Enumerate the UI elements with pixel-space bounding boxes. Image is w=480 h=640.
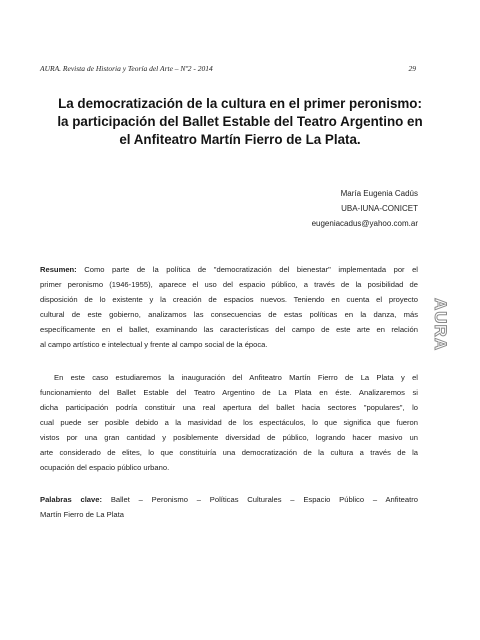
abstract-line: disposición de lo existente y la creación de espacios nuevos. Teniendo en cuenta el proyecto: [40, 295, 418, 304]
page-number: 29: [408, 64, 416, 73]
body-line: En este caso estudiaremos la inauguración del Anfiteatro Martín Fierro de La Plata y el: [54, 373, 418, 382]
body-line: cual puede ser posible debido a la masividad de los espectáculos, lo que significa que fueron: [40, 418, 418, 427]
abstract-paragraph: [40, 262, 418, 352]
keywords-paragraph: [40, 492, 418, 522]
body-line: arte considerado de elites, lo que constituiría una democratización de la cultura a través de la: [40, 448, 418, 457]
author-affiliation: UBA-IUNA-CONICET: [341, 204, 418, 213]
body-line: funcionamiento del Ballet Estable del Teatro Argentino de La Plata en éste. Analizaremos si: [40, 388, 418, 397]
aura-logo-text: AURA: [431, 298, 450, 352]
abstract-line: primer peronismo (1946-1955), aparece el uso del espacio público, a través de la posibilidad de: [40, 280, 418, 289]
title-line-2: la participación del Ballet Estable del Teatro Argentino en: [57, 114, 423, 129]
body-line: dicha participación podría constituir una real apertura del ballet hacia sectores "populares", lo: [40, 403, 418, 412]
abstract-label: Resumen:: [40, 265, 77, 274]
title-line-1: La democratización de la cultura en el primer peronismo:: [58, 96, 422, 111]
abstract-line: [40, 262, 418, 277]
body-paragraph: [40, 370, 418, 475]
aura-logo-icon: [420, 296, 450, 374]
title-line-3: el Anfiteatro Martín Fierro de La Plata.: [119, 132, 361, 147]
keywords-line-text: Ballet – Peronismo – Políticas Culturales – Espacio Público – Anfiteatro: [102, 495, 418, 504]
abstract-line: específicamente en el ballet, examinando las características del campo de este arte en relación: [40, 325, 418, 334]
abstract-line: cultural de este gobierno, analizamos las consecuencias de estas políticas en la danza, más: [40, 310, 418, 319]
body-line: ocupación del espacio público urbano.: [40, 463, 170, 472]
body-line: vistos por una gran cantidad y posiblemente diversidad de público, logrando hacer masivo un: [40, 433, 418, 442]
journal-citation: AURA. Revista de Historia y Teoría del Arte – Nº2 - 2014: [40, 64, 213, 73]
keywords-line: [40, 492, 418, 507]
keywords-label: Palabras clave:: [40, 495, 103, 504]
abstract-line-text: Como parte de la política de "democratización del bienestar" implementada por el: [76, 265, 418, 274]
author-email[interactable]: eugeniacadus@yahoo.com.ar: [311, 219, 418, 228]
article-title: [30, 95, 450, 149]
author-name: María Eugenia Cadús: [340, 189, 418, 198]
author-block: [312, 186, 418, 231]
keywords-line: Martín Fierro de La Plata: [40, 510, 124, 519]
abstract-line: al campo artístico e intelectual y frente al campo social de la época.: [40, 340, 268, 349]
